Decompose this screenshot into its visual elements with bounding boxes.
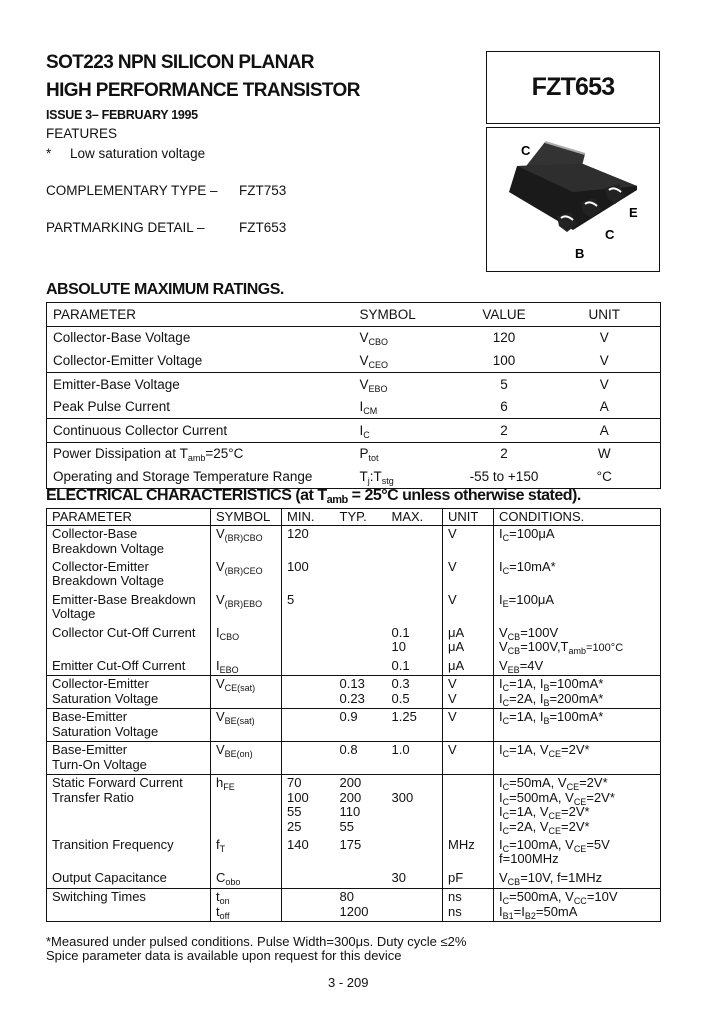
ec-conditions: $I_C=1A$, $I_B=100mA*$ $I_C=2A$, $I_B=200mA*$ [494, 676, 661, 709]
amr-value: -55 to +150 [469, 468, 539, 484]
amr-param: Collector-Base Voltage [47, 326, 354, 349]
amr-header-row [47, 303, 661, 327]
feature-item: Low saturation voltage [70, 146, 206, 161]
pin-b-label: B [575, 246, 585, 261]
ec-param: Static Forward Current Transfer Ratio [47, 775, 211, 837]
ec-max [387, 837, 443, 870]
ec-param: Emitter Cut-Off Current [52, 657, 186, 673]
table-row [47, 559, 661, 592]
ec-unit: V [443, 526, 494, 559]
partmarking-value: FZT653 [239, 220, 287, 235]
amr-param: Power Dissipation at $T_{amb}=25^\circ C$ [47, 442, 354, 465]
ec-symbol: $V_{(BR)CEO}$ [211, 559, 282, 592]
ec-unit [443, 775, 494, 837]
table-row [47, 889, 661, 922]
ec-symbol: $V_{BE(sat)}$ [211, 709, 282, 742]
amr-param: Collector-Emitter Voltage [53, 352, 203, 368]
ec-typ: 0.13 0.23 [335, 676, 387, 709]
ec-typ [335, 870, 387, 889]
amr-unit: A [599, 399, 609, 415]
ec-unit: V [443, 559, 494, 592]
ec-conditions: $I_C=50mA$, $V_{CE}=2V*$ $I_C=500mA$, $V_{CE}=2V*$ $I_C=1A$, $V_{CE}=2V*$ $I_C=2A$, $V_{CE}=2V*$ [494, 775, 661, 837]
amr-header-parameter: PARAMETER [53, 306, 137, 322]
amr-param: Emitter-Base Voltage [47, 372, 354, 395]
amr-unit: °C [596, 468, 612, 484]
amr-symbol: $V_{EBO}$ [354, 372, 460, 395]
ec-typ: 80 1200 [335, 889, 387, 922]
ec-min: 5 [282, 592, 335, 625]
amr-symbol: $V_{CEO}$ [359, 352, 389, 370]
ec-min [282, 676, 335, 709]
ec-header-conditions: CONDITIONS. [494, 509, 661, 526]
table-row [47, 418, 661, 442]
ec-param: Base-Emitter Turn-On Voltage [47, 742, 211, 775]
ec-max [387, 889, 443, 922]
ec-typ: 0.9 [335, 709, 387, 742]
table-row [47, 442, 661, 465]
ec-unit: V [443, 709, 494, 742]
ec-max: 0.3 0.5 [387, 676, 443, 709]
ec-header-typ: TYP. [339, 509, 367, 524]
ec-param: Collector-Emitter Saturation Voltage [47, 676, 211, 709]
ec-header-row [47, 509, 661, 526]
table-row [47, 372, 661, 395]
ec-conditions: $I_C=100\mu A$ [494, 526, 661, 559]
ec-min: 140 [282, 837, 335, 870]
ec-unit: pF [443, 870, 494, 889]
complementary-value: FZT753 [239, 183, 287, 198]
features-heading: FEATURES [46, 126, 118, 141]
table-row [47, 870, 661, 889]
ec-param: Transition Frequency [52, 836, 174, 852]
amr-unit: A [549, 418, 661, 442]
ec-min: 120 [282, 526, 335, 559]
ec-symbol: $h_{FE}$ [211, 775, 282, 837]
ec-max: 30 [391, 869, 406, 885]
amr-symbol: $P_{tot}$ [354, 442, 460, 465]
amr-title: ABSOLUTE MAXIMUM RATINGS. [46, 281, 284, 298]
table-row [47, 658, 661, 676]
page-number: 3 - 209 [328, 975, 369, 990]
ec-max [387, 526, 443, 559]
amr-unit: W [549, 442, 661, 465]
ec-param: Emitter-Base Breakdown Voltage [52, 591, 196, 622]
ec-unit: V [443, 592, 494, 625]
ec-unit: μA [443, 658, 494, 676]
amr-value: 120 [460, 326, 549, 349]
ec-symbol: $I_{EBO}$ [211, 658, 282, 676]
ec-max: 300 [387, 775, 443, 837]
table-row [47, 742, 661, 775]
part-number: FZT653 [531, 73, 615, 101]
ec-header-symbol: SYMBOL [211, 509, 282, 526]
table-row [47, 676, 661, 709]
table-row [47, 526, 661, 559]
ec-title: ELECTRICAL CHARACTERISTICS (at $T_{amb} = 25^\circ C$ unless otherwise stated). [46, 487, 581, 506]
ec-symbol: $V_{(BR)EBO}$ [211, 592, 282, 625]
ec-symbol: $V_{CE(sat)}$ [211, 676, 282, 709]
ec-unit: μA μA [443, 625, 494, 658]
amr-value: 2 [460, 442, 549, 465]
footnote-spice: Spice parameter data is available upon request for this device [46, 948, 402, 963]
pin-c-label: C [605, 227, 615, 242]
ec-conditions: $I_C=10mA*$ [494, 559, 661, 592]
table-row [47, 395, 661, 418]
ec-conditions: $V_{CB}=10V$, f=1MHz [494, 870, 661, 889]
ec-min [282, 742, 335, 775]
ec-typ [335, 625, 387, 658]
ec-typ [335, 526, 387, 559]
ec-max: 0.1 10 [391, 624, 410, 655]
ec-max [387, 559, 443, 592]
pin-c-top-label: C [521, 143, 531, 158]
ec-min [282, 870, 335, 889]
ec-conditions: $I_C=500mA$, $V_{CC}=10V$ $I_{B1}=I_{B2}=50mA$ [494, 889, 661, 922]
ec-max: 1.0 [387, 742, 443, 775]
amr-symbol: $T_j:T_{stg}$ [359, 468, 394, 486]
ec-conditions: $V_{EB}=4V$ [494, 658, 661, 676]
amr-header-value: VALUE [482, 306, 526, 322]
ec-conditions: $I_E=100\mu A$ [494, 592, 661, 625]
ec-symbol: $V_{(BR)CBO}$ [211, 526, 282, 559]
ec-table [46, 508, 661, 922]
ec-typ: 175 [339, 836, 362, 852]
ec-min [282, 658, 335, 676]
table-row [47, 625, 661, 658]
amr-header-symbol: SYMBOL [359, 306, 416, 322]
amr-symbol: $I_C$ [354, 418, 460, 442]
amr-value: 100 [492, 352, 516, 368]
ec-conditions: $V_{CB}=100V$ $V_{CB}=100V,T_{amb}=100^\circ C$ [494, 625, 661, 658]
amr-param: Operating and Storage Temperature Range [53, 468, 313, 484]
amr-value: 2 [460, 418, 549, 442]
ec-min [282, 889, 335, 922]
table-row [47, 709, 661, 742]
ec-typ [335, 658, 387, 676]
ec-header-max: MAX. [391, 509, 424, 524]
amr-param: Continuous Collector Current [47, 418, 354, 442]
ec-unit: MHz [443, 837, 494, 870]
ec-typ: 200 200 110 55 [335, 775, 387, 837]
table-row [47, 326, 661, 349]
table-row [47, 775, 661, 837]
package-box [486, 127, 660, 272]
table-row [47, 592, 661, 625]
ec-unit: V V [443, 676, 494, 709]
ec-unit: V [443, 742, 494, 775]
ec-symbol: $V_{BE(on)}$ [211, 742, 282, 775]
ec-typ: 0.8 [335, 742, 387, 775]
amr-unit: V [549, 372, 661, 395]
amr-unit: V [599, 352, 609, 368]
ec-max [387, 592, 443, 625]
ec-header-min: MIN. [282, 509, 335, 526]
ec-typ [335, 559, 387, 592]
ec-param: Collector Cut-Off Current [52, 624, 196, 640]
amr-param: Peak Pulse Current [53, 399, 171, 415]
table-row [47, 465, 661, 488]
amr-header-unit: UNIT [588, 306, 620, 322]
pin-e-label: E [629, 205, 638, 220]
amr-table [46, 302, 661, 489]
amr-symbol: $I_{CM}$ [359, 399, 378, 417]
complementary-label: COMPLEMENTARY TYPE – [46, 183, 218, 198]
amr-unit: V [549, 326, 661, 349]
ec-symbol: $t_{on}$ $t_{off}$ [211, 889, 282, 922]
ec-param: Collector-Emitter Breakdown Voltage [52, 558, 165, 589]
ec-header-parameter: PARAMETER [52, 509, 132, 524]
amr-value: 5 [460, 372, 549, 395]
partmarking-label: PARTMARKING DETAIL – [46, 220, 205, 235]
ec-conditions: $I_C=1A$, $I_B=100mA*$ [494, 709, 661, 742]
ec-symbol: $f_T$ [211, 837, 282, 870]
part-number-box [486, 51, 660, 124]
ec-typ [335, 592, 387, 625]
ec-min [282, 709, 335, 742]
table-row [47, 349, 661, 372]
ec-min: 100 [282, 559, 335, 592]
title-line-2: HIGH PERFORMANCE TRANSISTOR [46, 80, 360, 101]
ec-param: Switching Times [47, 889, 211, 922]
amr-value: 6 [500, 399, 508, 415]
amr-symbol: $V_{CBO}$ [354, 326, 460, 349]
sot223-package-drawing [487, 128, 659, 271]
ec-unit: ns ns [443, 889, 494, 922]
title-line-1: SOT223 NPN SILICON PLANAR [46, 52, 314, 73]
table-row [47, 837, 661, 870]
ec-header-unit: UNIT [443, 509, 494, 526]
ec-conditions: $I_C=100mA$, $V_{CE}=5V$ f=100MHz [494, 837, 661, 870]
feature-bullet: * [46, 146, 52, 161]
ec-param: Output Capacitance [52, 869, 167, 885]
issue-line: ISSUE 3– FEBRUARY 1995 [46, 108, 198, 122]
ec-max: 1.25 [387, 709, 443, 742]
ec-symbol: $I_{CBO}$ [211, 625, 282, 658]
ec-conditions: $I_C=1A$, $V_{CE}=2V*$ [494, 742, 661, 775]
footnote-pulsed: *Measured under pulsed conditions. Pulse Width=300μs. Duty cycle ≤2% [46, 934, 467, 949]
ec-symbol: $C_{obo}$ [211, 870, 282, 889]
ec-param: Base-Emitter Saturation Voltage [47, 709, 211, 742]
ec-min [282, 625, 335, 658]
ec-param: Collector-Base Breakdown Voltage [47, 526, 211, 559]
ec-max: 0.1 [391, 657, 410, 673]
ec-min: 70 100 55 25 [282, 775, 335, 837]
